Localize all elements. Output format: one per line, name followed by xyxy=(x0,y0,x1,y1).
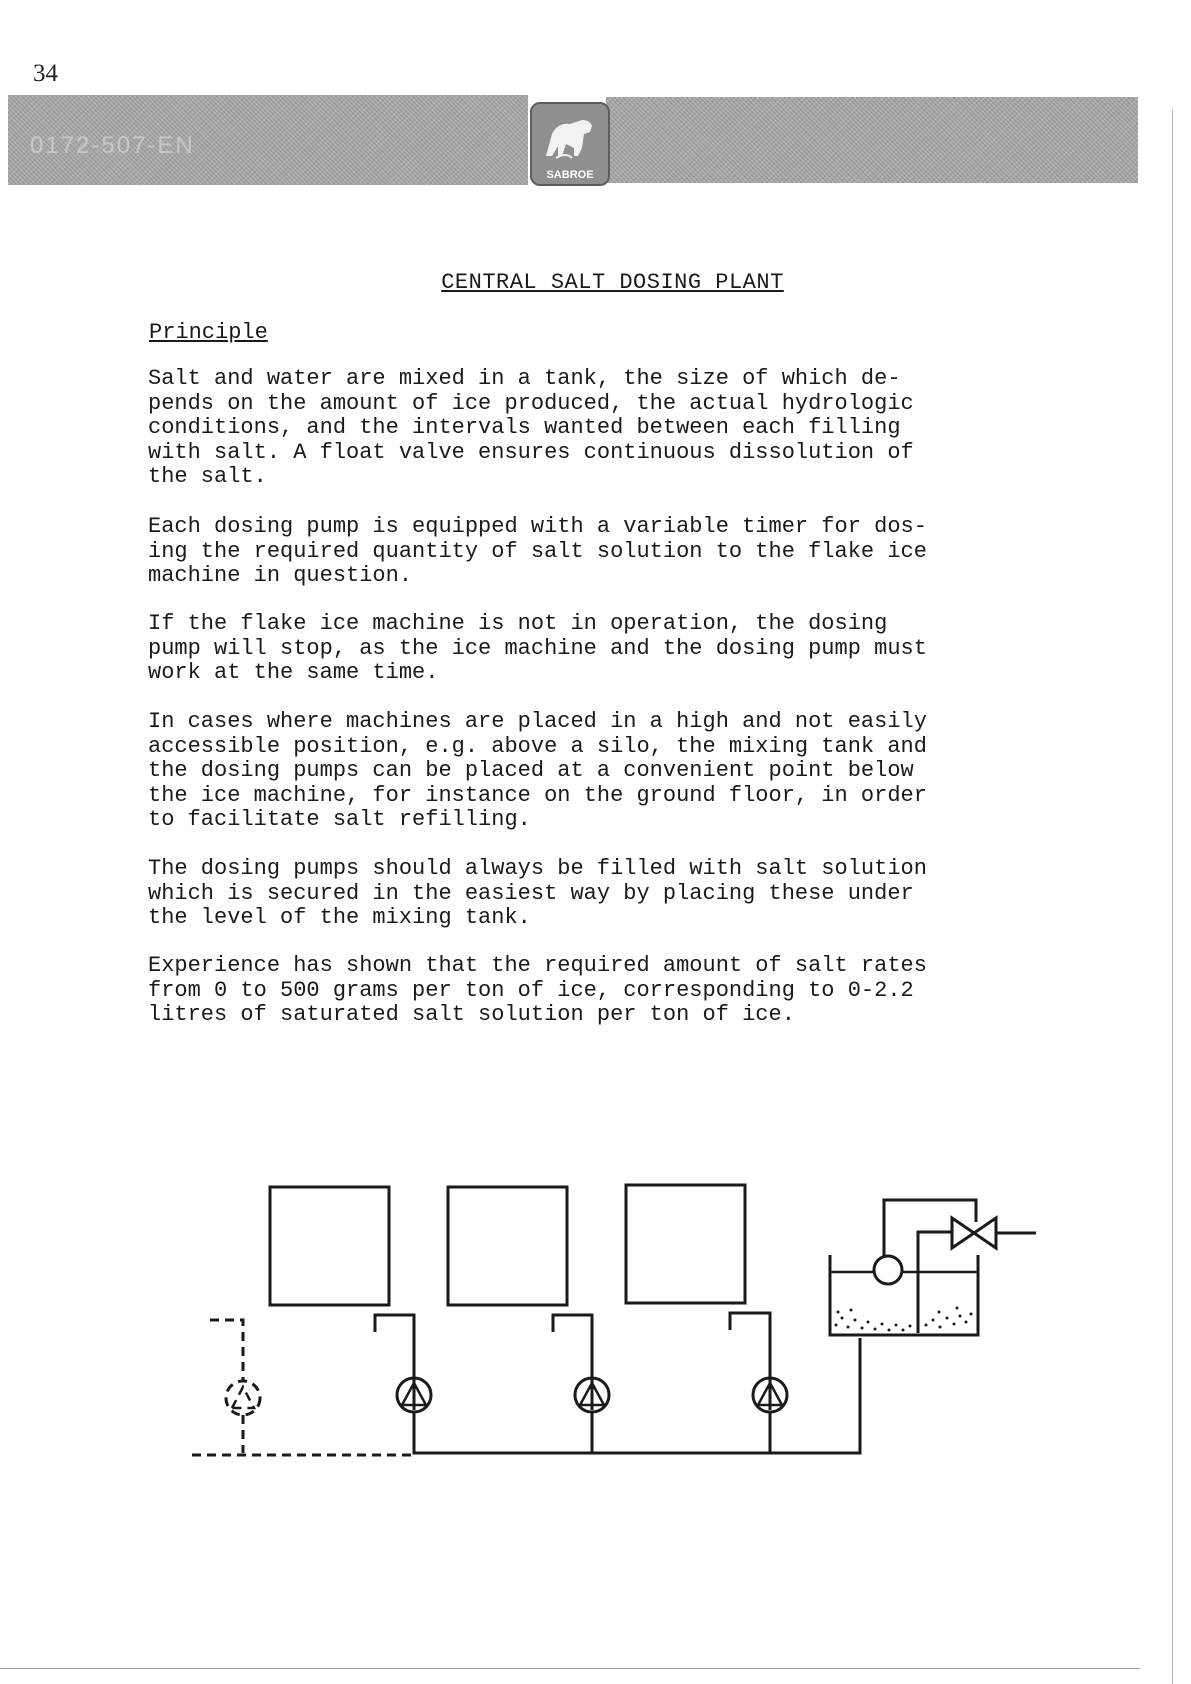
supply-header-pipe xyxy=(414,1338,860,1453)
paragraph-4: In cases where machines are placed in a high and not easily accessible position, e.g. above a silo, the mixing tank and the dosing pumps can be placed at a convenient point below the ice machine, for instance on the ground floor, in order to facilitate salt refilling. xyxy=(148,709,927,833)
right-margin-rule xyxy=(1172,110,1173,1684)
ice-machine-1 xyxy=(270,1187,389,1305)
bottom-rule xyxy=(0,1668,1140,1669)
ice-machine-2 xyxy=(448,1187,567,1305)
paragraph-1: Salt and water are mixed in a tank, the size of which de- pends on the amount of ice produced, the actual hydrologic conditions, and the intervals wanted between each filling with salt. A float valve ensures continuous dissolution of the salt. xyxy=(148,366,914,490)
mixing-tank xyxy=(830,1255,978,1335)
float-ball xyxy=(874,1256,902,1284)
document-code: 0172-507-EN xyxy=(30,132,195,159)
section-heading: Principle xyxy=(149,320,268,345)
paragraph-3: If the flake ice machine is not in operation, the dosing pump will stop, as the ice machine and the dosing pump must work at the same time. xyxy=(148,611,927,686)
paragraph-5: The dosing pumps should always be filled with salt solution which is secured in the easiest way by placing these under the level of the mixing tank. xyxy=(148,856,927,931)
page-number: 34 xyxy=(33,60,58,87)
paragraph-6: Experience has shown that the required amount of salt rates from 0 to 500 grams per ton of ice, corresponding to 0-2.2 litres of saturated salt solution per ton of ice. xyxy=(148,953,927,1028)
float-valve-icon xyxy=(952,1218,1036,1248)
optional-dosing-pump xyxy=(192,1320,414,1455)
page-title-text: CENTRAL SALT DOSING PLANT xyxy=(441,270,784,295)
logo-brand-text: SABROE xyxy=(546,169,594,181)
paragraph-2: Each dosing pump is equipped with a variable timer for dos- ing the required quantity of salt solution to the flake ice machine in question. xyxy=(148,514,927,589)
salt-sediment xyxy=(835,1307,973,1332)
ice-machine-3 xyxy=(626,1185,745,1303)
